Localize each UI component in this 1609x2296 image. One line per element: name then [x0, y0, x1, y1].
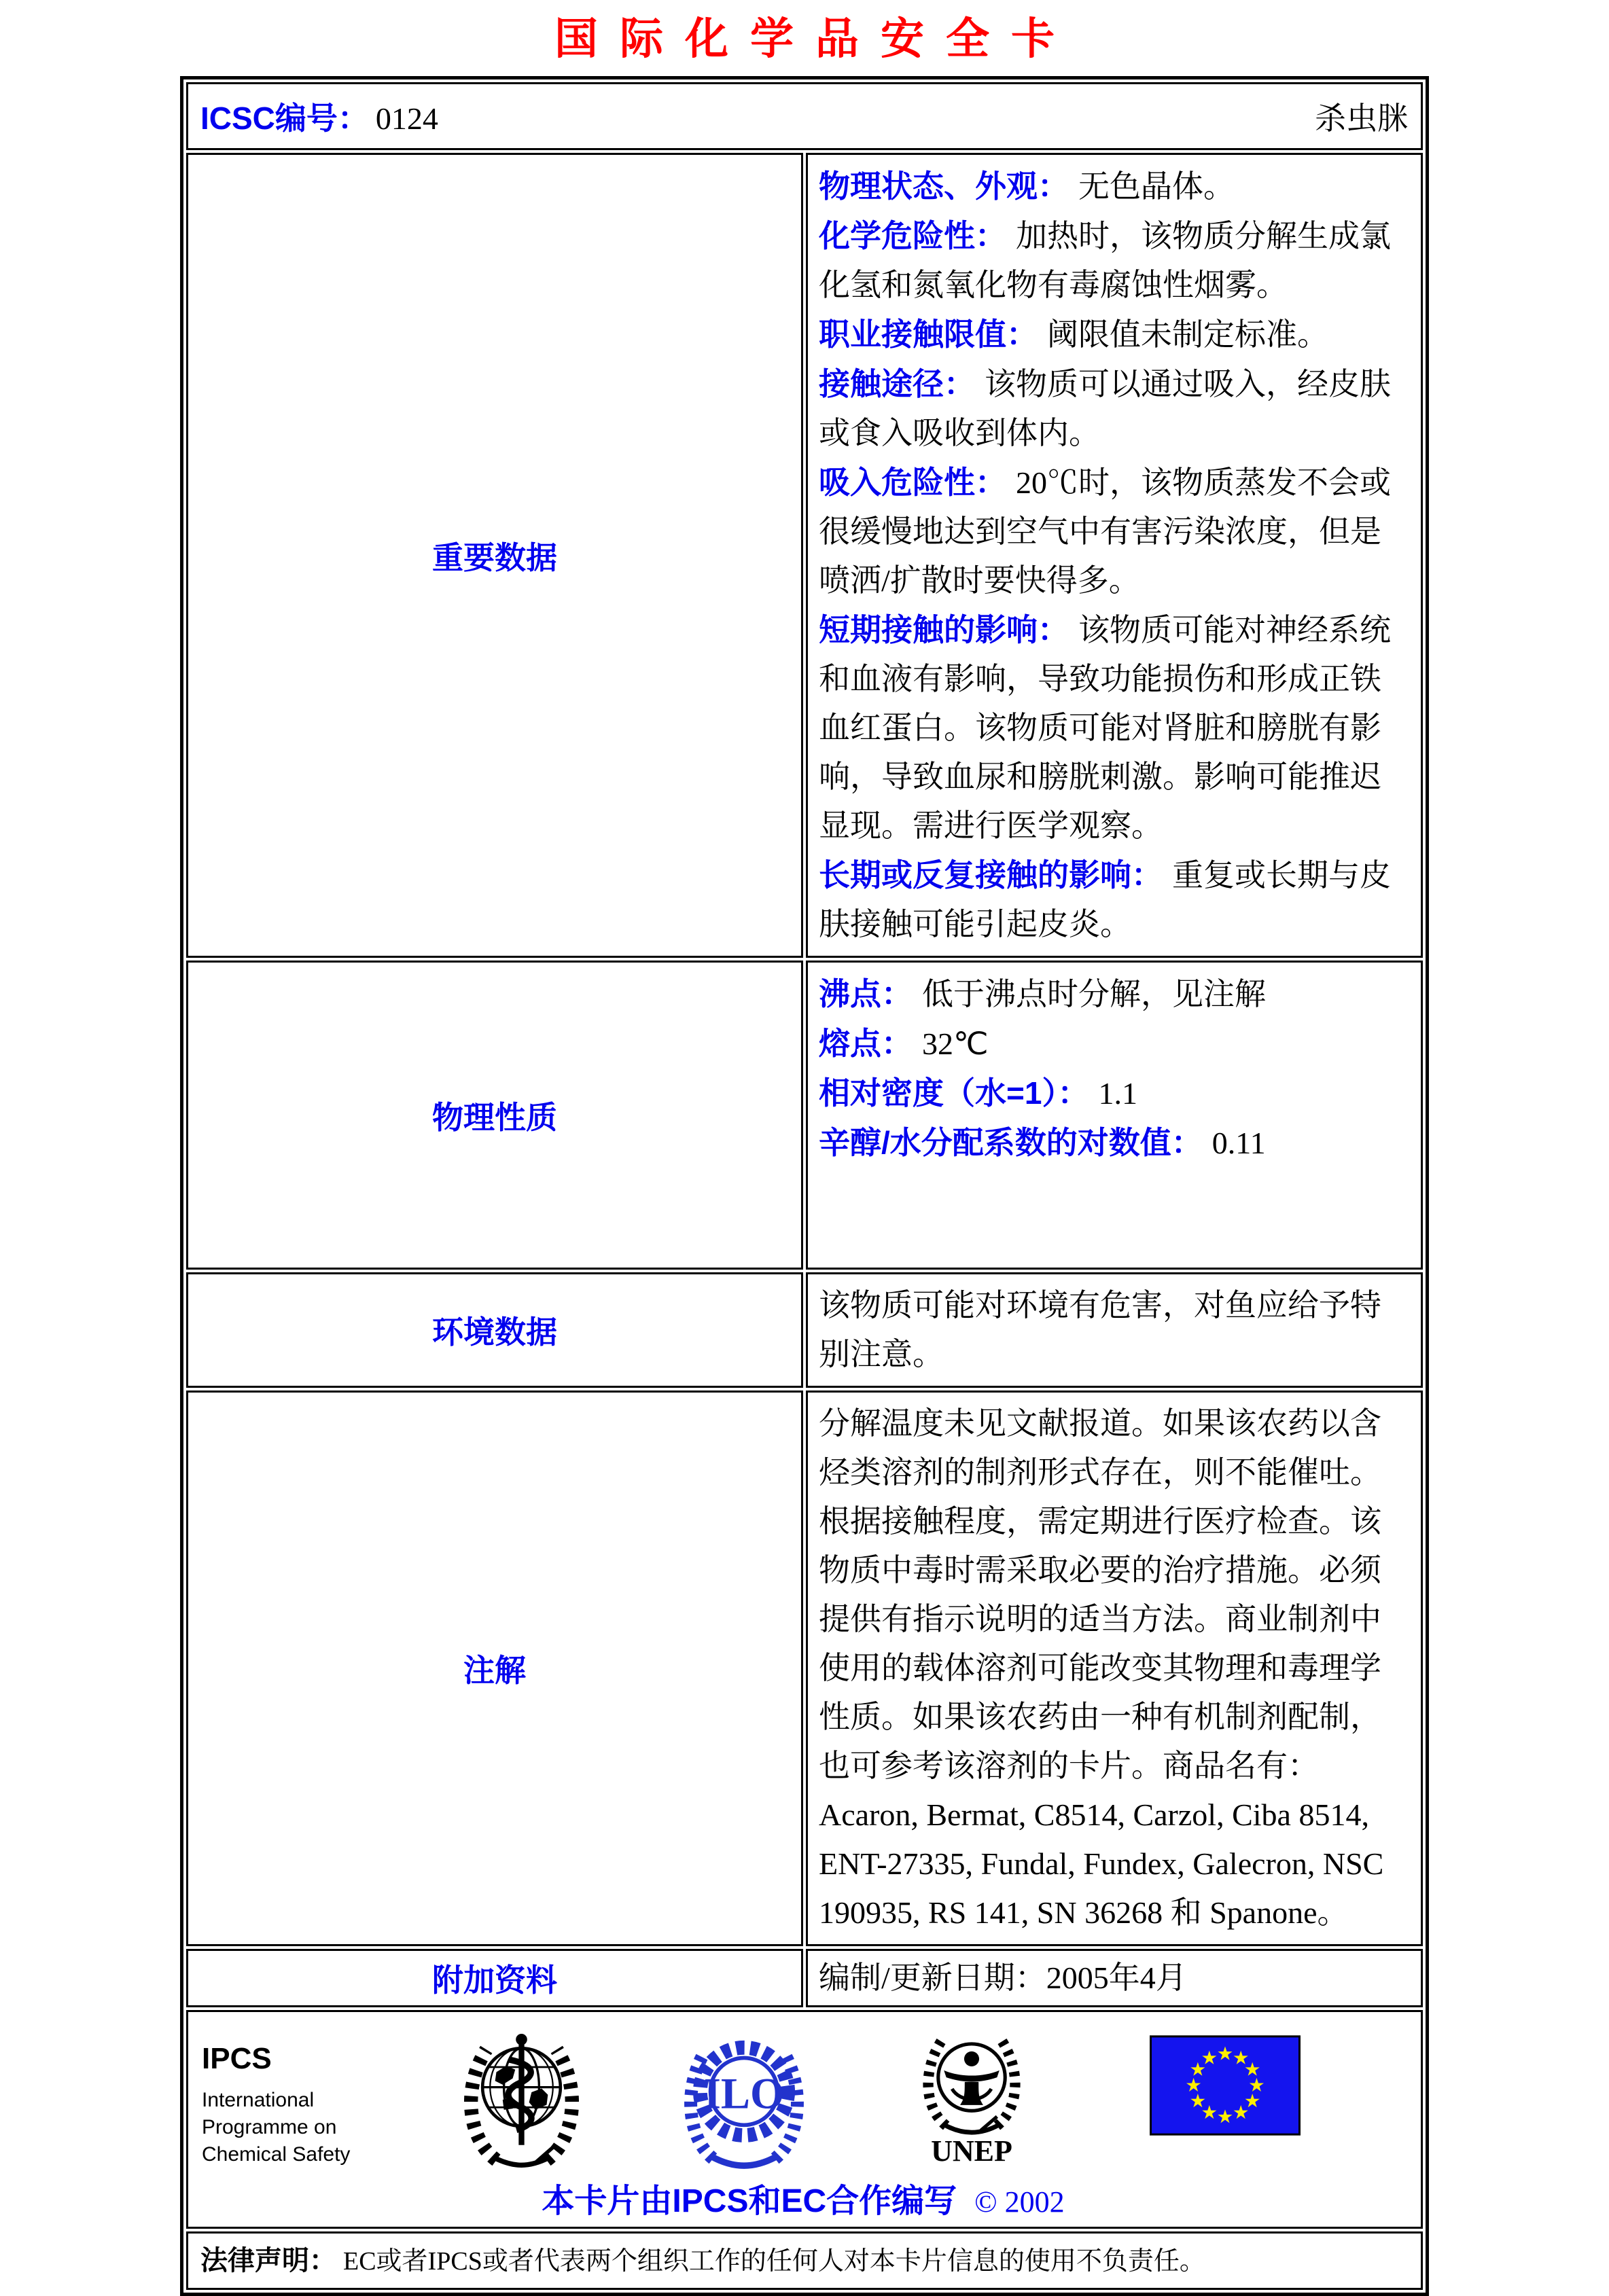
update-date-value: 2005年4月: [1046, 1960, 1187, 1995]
field-label: 职业接触限值：: [819, 317, 1038, 352]
icsc-number-block: [200, 94, 438, 139]
ipcs-line: Chemical Safety: [202, 2143, 351, 2166]
field-text: 重复或长期与皮肤接触可能引起皮炎。: [819, 858, 1391, 941]
field-text: 该物质可能对神经系统和血液有影响，导致功能损伤和形成正铁血红蛋白。该物质可能对肾脏和膀胱有影响，导致血尿和膀胱刺激。影响可能推迟显现。需进行医学观察。: [819, 613, 1391, 843]
field-label: 熔点：: [819, 1026, 913, 1061]
field-long-term-effects: [819, 850, 1406, 949]
field-text: 无色晶体。: [1078, 169, 1235, 204]
section-label-notes: 注解: [463, 1653, 526, 1688]
notes-content-cell: [806, 1391, 1423, 1946]
important-data-row: [186, 153, 1423, 958]
field-label: 长期或反复接触的影响：: [819, 857, 1163, 893]
update-date-label: 编制/更新日期：: [819, 1960, 1046, 1995]
page-title: 国际化学品安全卡: [554, 15, 1076, 63]
notes-label-cell: [186, 1391, 803, 1946]
field-occupational-limit: [819, 310, 1406, 359]
field-physical-state: [819, 162, 1406, 211]
field-text: 1.1: [1098, 1076, 1137, 1111]
unep-logo-graphic: [914, 2024, 1029, 2135]
additional-info-label-cell: [186, 1949, 803, 2007]
credit-line: [202, 2174, 1404, 2221]
legal-text: EC或者IPCS或者代表两个组织工作的任何人对本卡片信息的使用不负责任。: [343, 2246, 1205, 2276]
ilo-logo: [679, 2024, 809, 2169]
physical-properties-content-cell: [806, 961, 1423, 1270]
eu-flag-graphic: [1150, 2035, 1301, 2136]
important-data-content-cell: [806, 153, 1423, 958]
field-text: 0.11: [1212, 1126, 1266, 1160]
environmental-data-content-cell: [806, 1272, 1423, 1388]
logos-row: [186, 2010, 1423, 2229]
field-relative-density: [819, 1069, 1406, 1118]
credit-year: © 2002: [974, 2185, 1065, 2219]
who-logo: [459, 2024, 584, 2169]
legal-cell: [186, 2231, 1423, 2290]
ilo-logo-graphic: [679, 2024, 809, 2169]
field-inhalation-risk: [819, 458, 1406, 605]
physical-properties-label-cell: [186, 961, 803, 1270]
logos-cell: [186, 2010, 1423, 2229]
field-exposure-routes: [819, 359, 1406, 458]
unep-caption: UNEP: [931, 2134, 1012, 2168]
field-melting-point: [819, 1019, 1406, 1069]
field-label: 吸入危险性：: [819, 465, 1006, 500]
field-short-term-effects: [819, 605, 1406, 850]
environmental-data-text: 该物质可能对环境有危害，对鱼应给予特别注意。: [819, 1288, 1381, 1371]
ipcs-line: International: [202, 2089, 315, 2111]
who-logo-graphic: [459, 2024, 584, 2169]
section-label-important-data: 重要数据: [432, 539, 557, 575]
field-octanol-water: [819, 1118, 1406, 1168]
environmental-data-row: [186, 1272, 1423, 1388]
notes-text: 分解温度未见文献报道。如果该农药以含烃类溶剂的制剂形式存在，则不能催吐。根据接触程度，需定期进行医疗检查。该物质中毒时需采取必要的治疗措施。必须提供有指示说明的适当方法。商业制剂中使用的载体溶剂可能改变其物理和毒理学性质。如果该农药由一种有机制剂配制，也可参考该溶剂的卡片。商品名有：Acaron, Bermat, C8514, Carzol, Ciba 8514, ENT-27335, Fundal, Fundex, Galecron, NSC 190935, RS 141, SN 36268 和 Spanone。: [819, 1406, 1384, 1930]
field-label: 相对密度（水=1）：: [819, 1075, 1089, 1111]
credit-text: 本卡片由IPCS和EC合作编写: [542, 2183, 957, 2219]
field-label: 沸点：: [819, 976, 913, 1011]
update-date: [819, 1954, 1406, 2003]
field-boiling-point: [819, 969, 1406, 1019]
legal-row: [186, 2231, 1423, 2290]
important-data-label-cell: [186, 153, 803, 958]
section-label-physical-properties: 物理性质: [432, 1099, 557, 1135]
physical-properties-row: [186, 961, 1423, 1270]
notes-row: [186, 1391, 1423, 1946]
icsc-card-table: [180, 76, 1429, 2296]
eu-flag: [1150, 2035, 1301, 2136]
legal-label: 法律声明：: [200, 2245, 336, 2276]
chemical-name: 杀虫脒: [1315, 101, 1409, 136]
ipcs-line: Programme on: [202, 2116, 337, 2138]
field-label: 物理状态、外观：: [819, 168, 1069, 204]
field-label: 接触途径：: [819, 366, 975, 401]
field-text: 20℃时，该物质蒸发不会或很缓慢地达到空气中有害污染浓度，但是喷洒/扩散时要快得多。: [819, 465, 1391, 598]
additional-info-row: [186, 1949, 1423, 2007]
icsc-number-value: 0124: [375, 101, 438, 136]
field-label: 辛醇/水分配系数的对数值：: [819, 1125, 1203, 1160]
icsc-number-label: ICSC编号：: [200, 101, 369, 136]
field-text: 低于沸点时分解，见注解: [922, 977, 1266, 1011]
environmental-data-label-cell: [186, 1272, 803, 1388]
section-label-additional-info: 附加资料: [432, 1962, 557, 1998]
field-text: 该物质可以通过吸入，经皮肤或食入吸收到体内。: [819, 367, 1391, 450]
ipcs-text-block: [202, 2024, 385, 2168]
field-label: 化学危险性：: [819, 218, 1006, 253]
field-text: 加热时，该物质分解生成氯化氢和氮氧化物有毒腐蚀性烟雾。: [819, 219, 1391, 302]
field-text: 阈限值未制定标准。: [1047, 317, 1328, 352]
ilo-letters: ILO: [703, 2068, 785, 2118]
header-cell: [186, 82, 1423, 150]
field-chemical-danger: [819, 211, 1406, 310]
additional-info-content-cell: [806, 1949, 1423, 2007]
unep-logo: [910, 2024, 1033, 2168]
field-label: 短期接触的影响：: [819, 612, 1069, 647]
ipcs-acronym: IPCS: [202, 2042, 272, 2075]
section-label-environmental-data: 环境数据: [432, 1314, 557, 1350]
logos-strip: [202, 2024, 1404, 2169]
header-row: [186, 82, 1423, 150]
field-text: 32℃: [922, 1026, 989, 1061]
